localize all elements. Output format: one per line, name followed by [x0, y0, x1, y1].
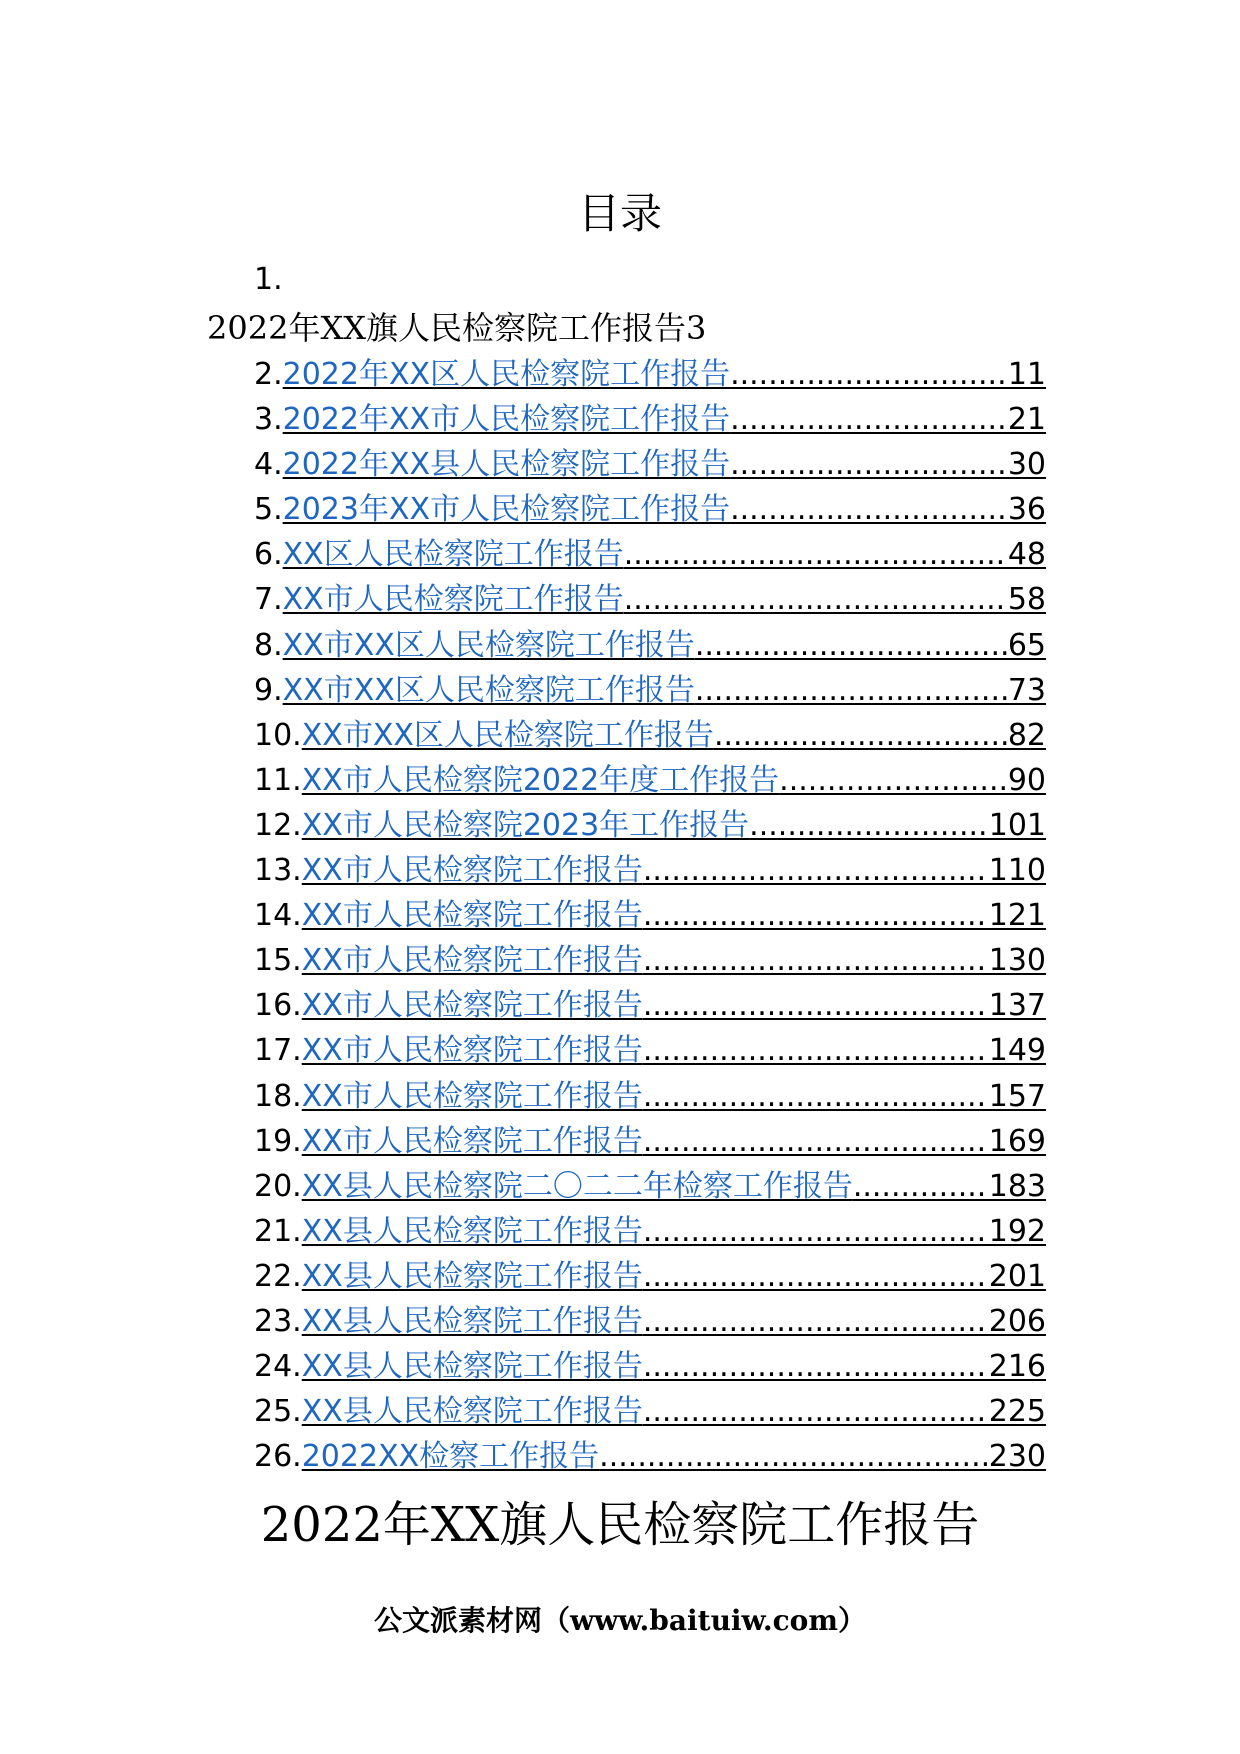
toc-entry-link[interactable]: [302, 758, 1046, 803]
toc-entry-text: XX县人民检察院工作报告: [301, 1258, 643, 1294]
toc-entry-text: XX市XX区人民检察院工作报告: [282, 627, 695, 663]
document-title: 2022年XX旗人民检察院工作报告: [260, 1497, 980, 1553]
toc-leader-dots: [695, 668, 1008, 713]
toc-row: [254, 1209, 1046, 1254]
toc-entry-link[interactable]: [302, 1028, 1046, 1073]
toc-entry-text: XX市人民检察院工作报告: [301, 898, 643, 934]
toc-entry-page: 169: [988, 1123, 1046, 1159]
toc-entry-text: 2023年XX市人民检察院工作报告: [282, 492, 731, 528]
toc-row: [254, 442, 1046, 487]
toc-leader-dots: [643, 893, 989, 938]
toc-entry-link[interactable]: [302, 1299, 1046, 1344]
toc-leader-dots: [714, 713, 1008, 758]
toc-row: [254, 487, 1046, 532]
toc-entry-link[interactable]: [302, 1389, 1046, 1434]
toc-entry-page: 137: [988, 988, 1046, 1024]
toc-entry-link[interactable]: [283, 442, 1046, 487]
toc-row: [254, 1028, 1046, 1073]
toc-entry-link[interactable]: [302, 803, 1046, 848]
toc-entry-page: 149: [988, 1033, 1046, 1069]
toc-leader-dots: [643, 1074, 989, 1119]
toc-leader-dots: [749, 803, 989, 848]
toc-leader-dots: [853, 1164, 989, 1209]
toc-row: [254, 1119, 1046, 1164]
toc-entry-page: 225: [988, 1394, 1046, 1430]
toc-entry-page: 130: [988, 943, 1046, 979]
toc-row: [254, 1434, 1046, 1479]
toc-entry-page: 90: [1007, 762, 1046, 798]
toc-entry-link[interactable]: [283, 487, 1046, 532]
toc-row: [254, 1164, 1046, 1209]
toc-leader-dots: [643, 1299, 989, 1344]
toc-entry-text: XX市人民检察院2022年度工作报告: [301, 762, 780, 798]
toc-entry-number: 3.: [254, 402, 283, 438]
toc-entry-page: 30: [1007, 447, 1046, 483]
toc-leader-dots: [730, 397, 1008, 442]
toc-entry-page: 21: [1007, 402, 1046, 438]
toc-first-entry-number: 1.: [254, 262, 283, 297]
toc-row: [254, 577, 1046, 622]
toc-entry-number: 23.: [254, 1303, 302, 1339]
toc-entry-link[interactable]: [302, 893, 1046, 938]
toc-row: [254, 352, 1046, 397]
toc-entry-page: 201: [988, 1258, 1046, 1294]
toc-entry-text: XX市人民检察院工作报告: [301, 1078, 643, 1114]
toc-row: [254, 893, 1046, 938]
toc-row: [254, 623, 1046, 668]
toc-leader-dots: [643, 983, 989, 1028]
toc-entry-page: 58: [1007, 582, 1046, 618]
toc-entry-number: 22.: [254, 1258, 302, 1294]
toc-entry-text: XX县人民检察院工作报告: [301, 1213, 643, 1249]
toc-row: [254, 1389, 1046, 1434]
toc-entry-number: 21.: [254, 1213, 302, 1249]
toc-leader-dots: [643, 1344, 989, 1389]
toc-leader-dots: [624, 577, 1008, 622]
toc-leader-dots: [643, 1209, 989, 1254]
toc-leader-dots: [643, 1389, 989, 1434]
toc-entry-text: 2022年XX区人民检察院工作报告: [282, 357, 731, 392]
toc-leader-dots: [643, 1028, 989, 1073]
toc-entry-link[interactable]: [302, 848, 1046, 893]
toc-entry-page: 157: [988, 1078, 1046, 1114]
toc-leader-dots: [779, 758, 1008, 803]
toc-entry-page: 206: [988, 1303, 1046, 1339]
toc-entry-text: XX县人民检察院工作报告: [301, 1394, 643, 1430]
toc-entry-page: 65: [1007, 627, 1046, 663]
toc-entry-number: 14.: [254, 898, 302, 934]
toc-entry-link[interactable]: [302, 713, 1046, 758]
toc-leader-dots: [599, 1434, 989, 1479]
toc-entry-page: 82: [1007, 717, 1046, 753]
toc-entry-number: 18.: [254, 1078, 302, 1114]
toc-entry-text: XX市XX区人民检察院工作报告: [282, 672, 695, 708]
toc-entry-text: XX市人民检察院工作报告: [301, 853, 643, 889]
toc-entry-text: XX市人民检察院工作报告: [301, 943, 643, 979]
toc-first-entry-page: 3: [686, 309, 707, 347]
toc-row: [254, 713, 1046, 758]
toc-leader-dots: [730, 352, 1008, 397]
toc-entry-text: XX区人民检察院工作报告: [282, 537, 624, 573]
toc-entry-link[interactable]: [283, 668, 1046, 713]
toc-leader-dots: [643, 848, 989, 893]
toc-row: [254, 803, 1046, 848]
toc-entry-link[interactable]: [302, 1434, 1046, 1479]
toc-row: [254, 938, 1046, 983]
toc-leader-dots: [624, 532, 1008, 577]
toc-entry-text: 2022XX检察工作报告: [301, 1439, 600, 1475]
toc-entry-text: XX县人民检察院工作报告: [301, 1349, 643, 1385]
toc-row: [254, 668, 1046, 713]
toc-entry-number: 11.: [254, 762, 302, 798]
toc-leader-dots: [643, 1254, 989, 1299]
toc-entry-text: XX市人民检察院工作报告: [301, 1123, 643, 1159]
toc-entry-link[interactable]: [302, 1254, 1046, 1299]
toc-row: [254, 848, 1046, 893]
toc-entry-page: 48: [1007, 537, 1046, 573]
toc-entry-text: XX市人民检察院工作报告: [301, 1033, 643, 1069]
toc-entry-link[interactable]: [302, 1209, 1046, 1254]
toc-entry-text: XX市人民检察院2023年工作报告: [301, 807, 750, 843]
toc-leader-dots: [730, 442, 1008, 487]
toc-entry-number: 5.: [254, 492, 283, 528]
table-of-contents: [254, 352, 1046, 1479]
toc-entry-link[interactable]: [283, 623, 1046, 668]
toc-leader-dots: [643, 938, 989, 983]
toc-entry-number: 19.: [254, 1123, 302, 1159]
toc-entry-link[interactable]: [302, 1344, 1046, 1389]
toc-entry-number: 26.: [254, 1439, 302, 1475]
toc-entry-link[interactable]: [283, 397, 1046, 442]
toc-entry-text: XX市人民检察院工作报告: [301, 988, 643, 1024]
toc-entry-link[interactable]: [302, 1119, 1046, 1164]
toc-entry-page: 121: [988, 898, 1046, 934]
toc-entry-number: 15.: [254, 943, 302, 979]
toc-entry-number: 24.: [254, 1349, 302, 1385]
toc-entry-link[interactable]: [302, 1074, 1046, 1119]
toc-entry-text: 2022年XX县人民检察院工作报告: [282, 447, 731, 483]
toc-row: [254, 1254, 1046, 1299]
toc-entry-page: 11: [1007, 357, 1046, 392]
toc-entry-number: 6.: [254, 537, 283, 573]
toc-row: [254, 1299, 1046, 1344]
toc-row: [254, 1344, 1046, 1389]
toc-entry-text: XX市XX区人民检察院工作报告: [301, 717, 714, 753]
toc-entry-text: 2022年XX市人民检察院工作报告: [282, 402, 731, 438]
toc-entry-number: 8.: [254, 627, 283, 663]
toc-entry-text: XX县人民检察院二〇二二年检察工作报告: [301, 1168, 853, 1204]
toc-entry-number: 9.: [254, 672, 283, 708]
toc-entry-page: 110: [988, 853, 1046, 889]
toc-entry-number: 16.: [254, 988, 302, 1024]
toc-entry-link[interactable]: [302, 983, 1046, 1028]
toc-first-entry[interactable]: [207, 308, 706, 348]
toc-leader-dots: [695, 623, 1008, 668]
toc-leader-dots: [643, 1119, 989, 1164]
toc-entry-number: 7.: [254, 582, 283, 618]
toc-entry-page: 101: [988, 807, 1046, 843]
toc-entry-number: 20.: [254, 1168, 302, 1204]
toc-entry-number: 25.: [254, 1394, 302, 1430]
watermark-footer: 公文派素材网（www.baituiw.com）: [374, 1604, 866, 1637]
toc-entry-number: 4.: [254, 447, 283, 483]
toc-entry-number: 2.: [254, 357, 283, 392]
toc-entry-page: 36: [1007, 492, 1046, 528]
toc-row: [254, 758, 1046, 803]
toc-row: [254, 532, 1046, 577]
toc-entry-text: XX县人民检察院工作报告: [301, 1303, 643, 1339]
toc-entry-text: XX市人民检察院工作报告: [282, 582, 624, 618]
toc-entry-page: 183: [988, 1168, 1046, 1204]
toc-row: [254, 397, 1046, 442]
toc-row: [254, 1074, 1046, 1119]
toc-row: [254, 983, 1046, 1028]
toc-entry-number: 10.: [254, 717, 302, 753]
toc-entry-number: 12.: [254, 807, 302, 843]
toc-entry-link[interactable]: [283, 577, 1046, 622]
toc-entry-link[interactable]: [302, 938, 1046, 983]
toc-entry-page: 230: [988, 1439, 1046, 1475]
toc-entry-page: 216: [988, 1349, 1046, 1385]
toc-entry-link[interactable]: [302, 1164, 1046, 1209]
toc-entry-number: 17.: [254, 1033, 302, 1069]
toc-entry-page: 192: [988, 1213, 1046, 1249]
toc-entry-link[interactable]: [283, 532, 1046, 577]
toc-entry-page: 73: [1007, 672, 1046, 708]
toc-entry-number: 13.: [254, 853, 302, 889]
toc-title: 目录: [577, 189, 662, 238]
toc-first-entry-text: 2022年XX旗人民检察院工作报告: [207, 309, 687, 347]
toc-entry-link[interactable]: [283, 352, 1046, 397]
toc-leader-dots: [730, 487, 1008, 532]
